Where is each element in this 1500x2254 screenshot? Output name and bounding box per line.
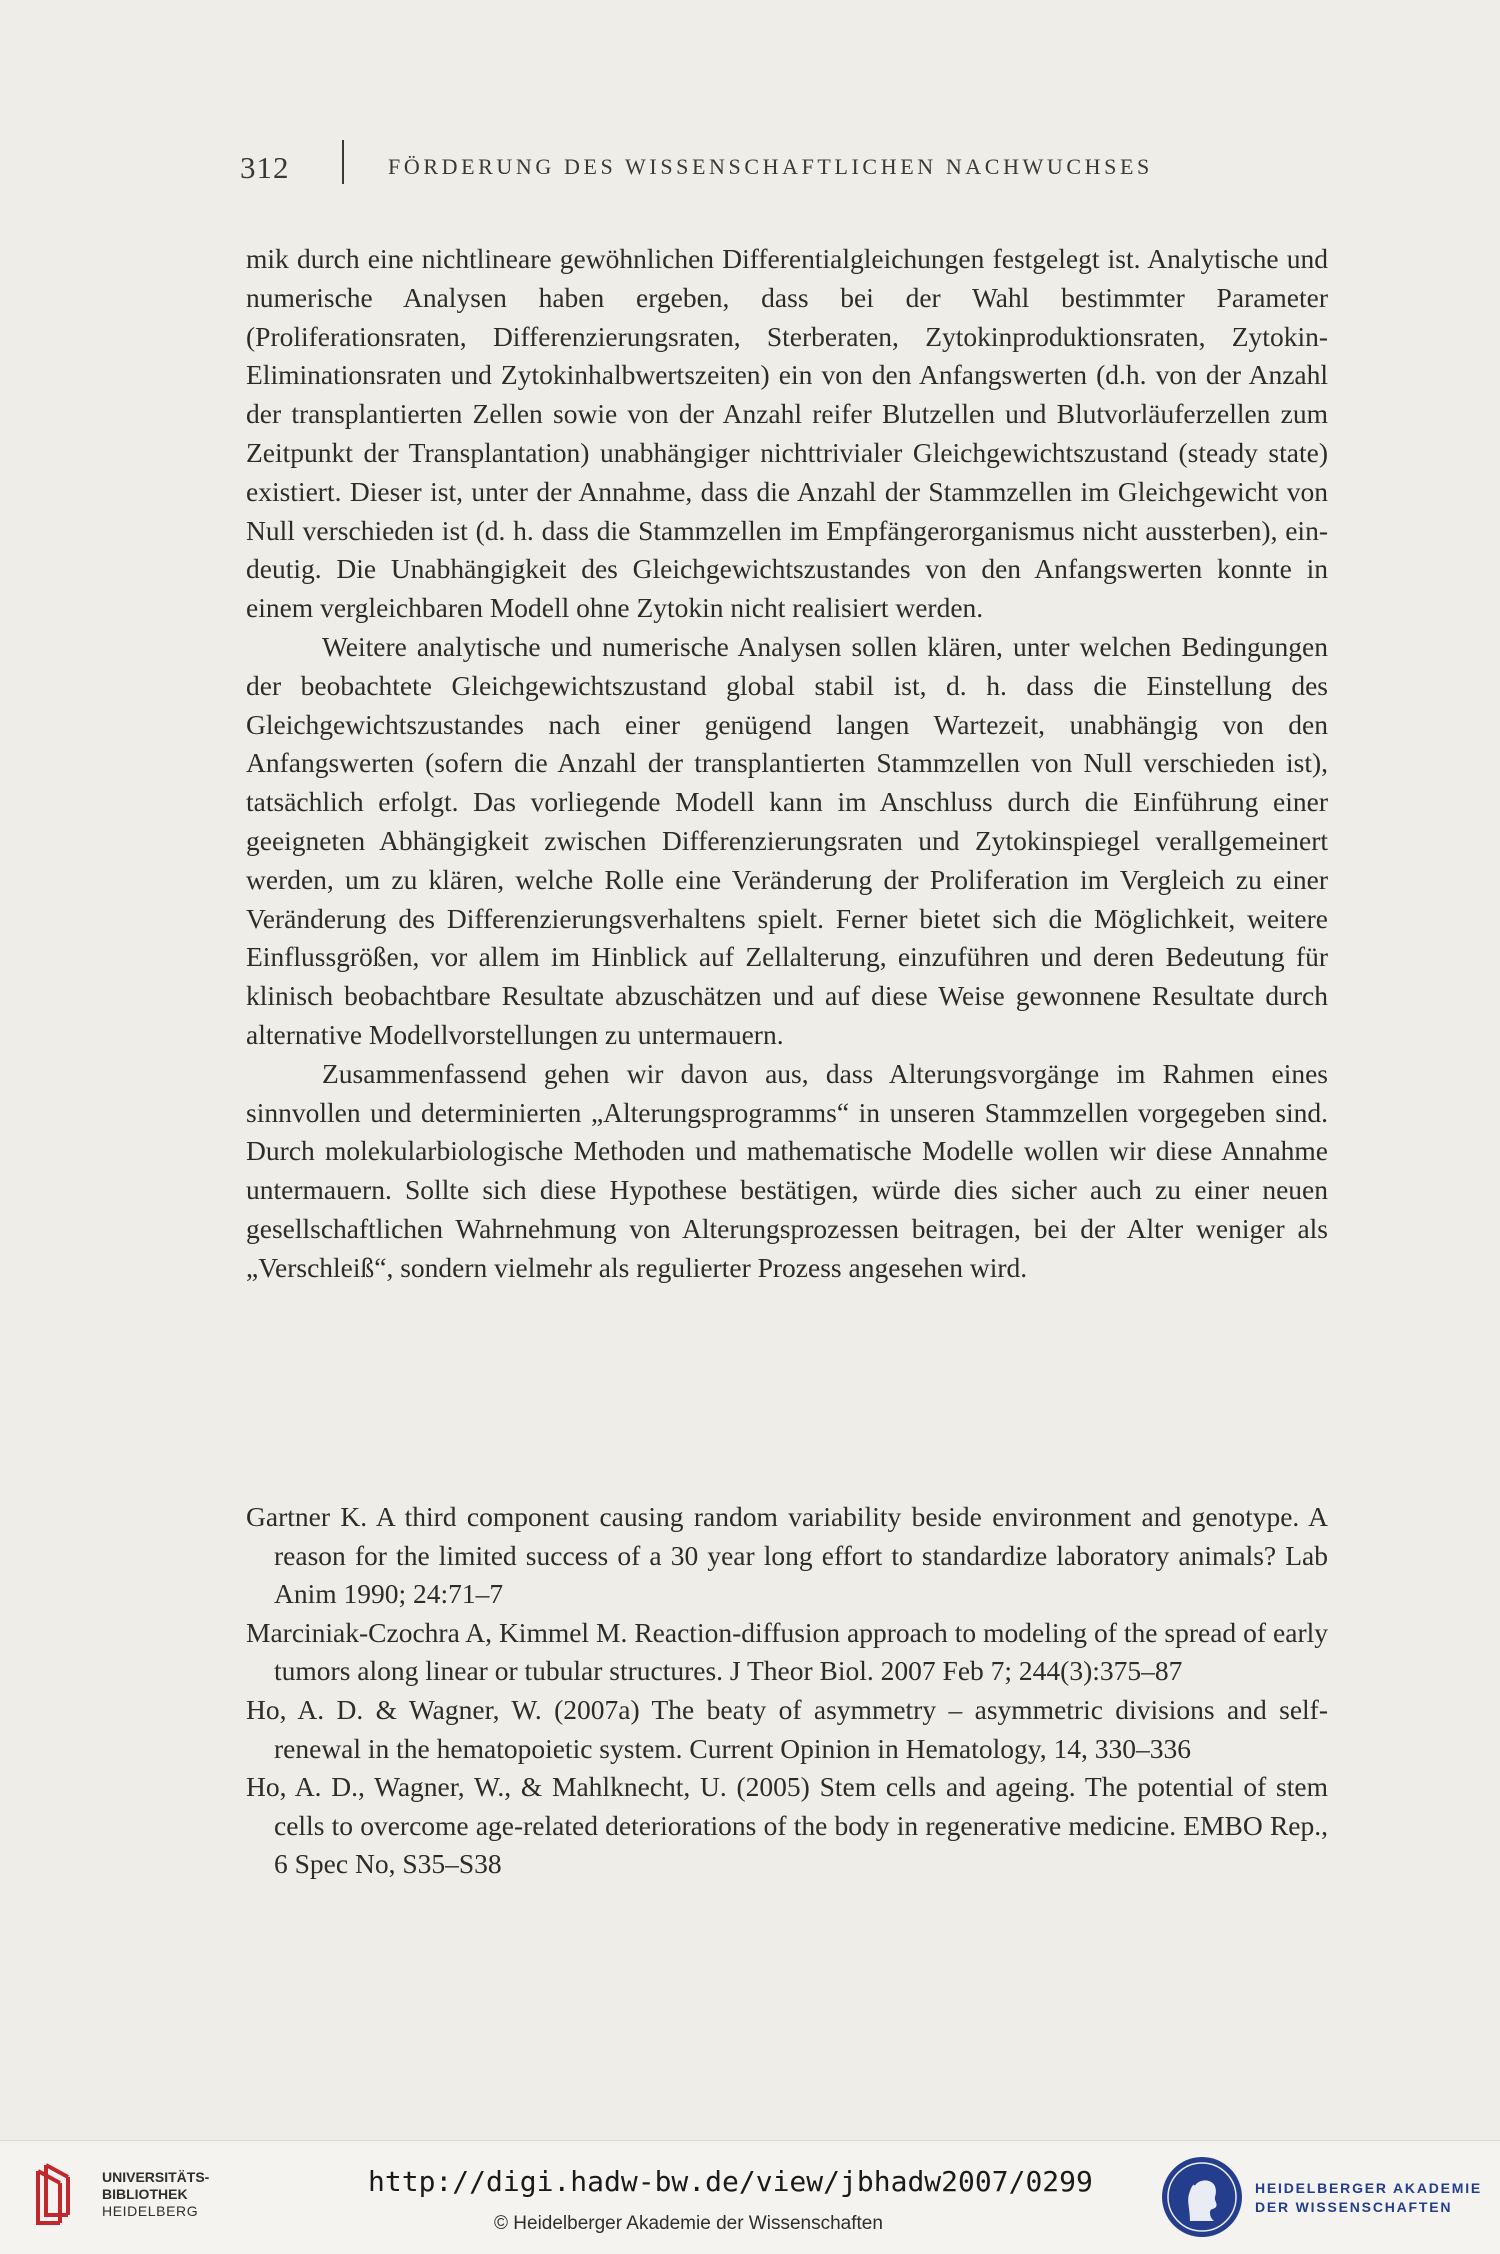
running-header	[240, 140, 1240, 190]
running-header-title: FÖRDERUNG DES WISSENSCHAFTLICHEN NACHWUCHSES	[388, 154, 1153, 179]
permalink-url[interactable]: http://digi.hadw-bw.de/view/jbhadw2007/0299	[368, 2165, 1093, 2198]
body-text	[246, 240, 1328, 1288]
academy-name-line: HEIDELBERGER AKADEMIE	[1255, 2180, 1483, 2196]
body-paragraph: Zusammenfassend gehen wir davon aus, dass Alterungsvorgänge im Rahmen eines sinnvollen und determinierten „Alterungsprogramms“ in unseren Stammzellen vorgegeben sind. Durch molekularbiologische Methoden und mathematische Modelle wollen wir diese Annahme untermauern. Sollte sich diese Hypothese bestätigen, würde dies sicher auch zu einer neuen gesellschaftlichen Wahrnehmung von Alterungsprozessen beitragen, bei der Alter weniger als „Verschleiß“, sondern vielmehr als regulierter Prozess angesehen wird.	[246, 1057, 1328, 1283]
reference-list	[246, 1498, 1328, 1884]
academy-name-line: DER WISSENSCHAFTEN	[1255, 2199, 1453, 2215]
library-name-line: UNIVERSITÄTS-	[102, 2169, 210, 2185]
library-name	[102, 2169, 209, 2220]
library-name-line: BIBLIOTHEK	[102, 2186, 188, 2202]
reference-entry: Gartner K. A third component causing random variability beside environment and genotype. A reason for the limited success of a 30 year long effort to standardize laboratory animals? Lab Anim 1990; 24:71–7	[246, 1501, 1328, 1610]
library-name-line: HEIDELBERG	[102, 2203, 199, 2219]
copyright-notice: © Heidelberger Akademie der Wissenschaften	[494, 2213, 883, 2234]
reference-entry: Ho, A. D., Wagner, W., & Mahlknecht, U. (2005) Stem cells and ageing. The potential of stem cells to overcome age-related deteriorations of the body in regenerative medicine. EMBO Rep., 6 Spec No, S35–S38	[246, 1771, 1328, 1880]
header-divider	[342, 140, 344, 184]
reference-entry: Marciniak-Czochra A, Kimmel M. Reaction-diffusion approach to modeling of the spread of early tumors along linear or tubular structures. J Theor Biol. 2007 Feb 7; 244(3):375–87	[246, 1616, 1328, 1687]
academy-name	[1255, 2179, 1482, 2217]
academy-seal-icon	[1160, 2155, 1244, 2239]
body-paragraph: Weitere analytische und numerische Analysen sollen klären, unter welchen Bedingungen der beobachtete Gleichgewichtszustand global stabil ist, d. h. dass die Einstellung des Gleichgewichtszustandes nach einer genügend langen Wartezeit, unabhängig von den Anfangswerten (sofern die Anzahl der transplantierten Stammzellen von Null verschieden ist), tatsächlich erfolgt. Das vorliegende Modell kann im Anschluss durch die Einführung einer geeigneten Abhängigkeit zwischen Differenzierungsraten und Zytokinspiegel verallgemeinert werden, um zu klären, welche Rolle eine Veränderung der Proliferation im Vergleich zu einer Veränderung des Differenzierungsverhaltens spielt. Ferner bietet sich die Möglichkeit, weitere Einflussgrößen, vor allem im Hinblick auf Zellalterung, einzuführen und deren Bedeutung für klinisch beobachtbare Resultate abzuschätzen und auf diese Weise gewonnene Resultate durch alternative Modellvorstellungen zu untermauern.	[246, 630, 1328, 1050]
digitization-footer	[0, 2140, 1500, 2254]
body-paragraph: mik durch eine nichtlineare gewöhnlichen Differentialgleichungen festgelegt ist. Analytische und numerische Analysen haben ergeben, dass bei der Wahl bestimmter Parameter (Proliferationsraten, Differenzierungsraten, Sterberaten, Zytokinproduktionsraten, Zytokin-Eliminationsraten und Zytokinhalbwertszeiten) ein von den Anfangswerten (d.h. von der Anzahl der transplantierten Zellen sowie von der Anzahl reifer Blutzellen und Blutvorläuferzellen zum Zeitpunkt der Transplantation) unabhängiger nichttrivialer Gleichgewichtszustand (steady state) existiert. Dieser ist, unter der Annahme, dass die Anzahl der Stammzellen im Gleichgewicht von Null verschieden ist (d. h. dass die Stammzellen im Empfängerorganismus nicht aussterben), eindeutig. Die Unabhängigkeit des Gleichgewichtszustandes von den Anfangswerten konnte in einem vergleichbaren Modell ohne Zytokin nicht realisiert werden.	[246, 243, 1328, 624]
reference-entry: Ho, A. D. & Wagner, W. (2007a) The beaty of asymmetry – asymmetric divisions and self-renewal in the hematopoietic system. Current Opinion in Hematology, 14, 330–336	[246, 1693, 1328, 1764]
page-number: 312	[240, 150, 290, 185]
university-library-logo-icon	[30, 2161, 90, 2233]
